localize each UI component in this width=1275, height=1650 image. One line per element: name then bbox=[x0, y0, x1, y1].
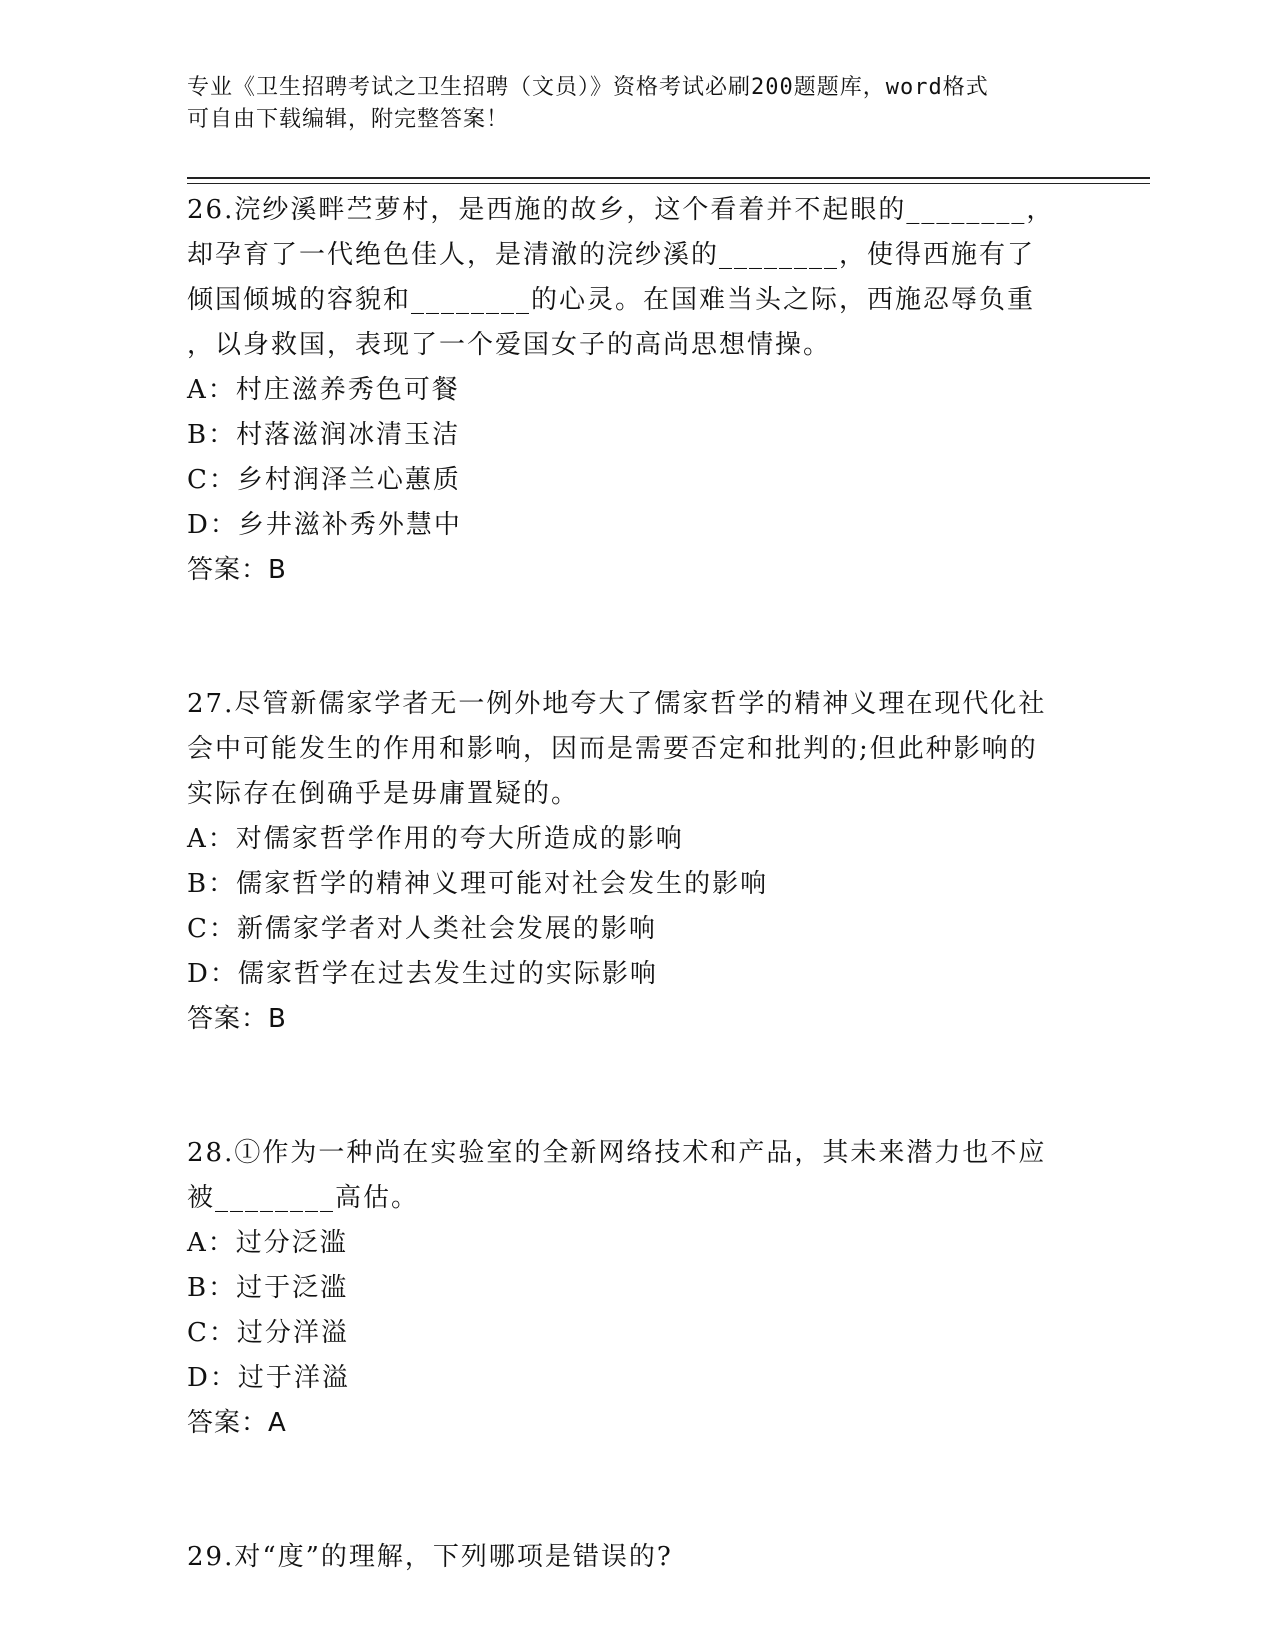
question-text-line: 却孕育了一代绝色佳人，是清澈的浣纱溪的________，使得西施有了 bbox=[187, 240, 1036, 270]
option-b: B：村落滋润冰清玉洁 bbox=[187, 420, 461, 450]
option-a: A：对儒家哲学作用的夸大所造成的影响 bbox=[187, 824, 684, 854]
question-text-line: 会中可能发生的作用和影响，因而是需要否定和批判的;但此种影响的 bbox=[187, 734, 1038, 764]
question-27 bbox=[187, 682, 1087, 1042]
option-d: D：乡井滋补秀外慧中 bbox=[187, 510, 462, 540]
option-c: C：新儒家学者对人类社会发展的影响 bbox=[187, 914, 657, 944]
answer-line: 答案：B bbox=[187, 555, 287, 585]
question-text-line: 27.尽管新儒家学者无一例外地夸大了儒家哲学的精神义理在现代化社 bbox=[187, 689, 1047, 719]
header-title-line-2: 可自由下载编辑，附完整答案！ bbox=[187, 107, 510, 132]
question-text-line: 被________高估。 bbox=[187, 1183, 420, 1213]
question-28 bbox=[187, 1131, 1087, 1446]
option-a: A：过分泛滥 bbox=[187, 1228, 348, 1258]
header-divider-thin bbox=[187, 183, 1150, 184]
option-b: B：过于泛滥 bbox=[187, 1273, 349, 1303]
option-c: C：乡村润泽兰心蕙质 bbox=[187, 465, 461, 495]
question-spacer bbox=[187, 593, 1087, 682]
question-text-line: 倾国倾城的容貌和________的心灵。在国难当头之际，西施忍辱负重 bbox=[187, 285, 1036, 315]
question-26 bbox=[187, 188, 1087, 593]
option-b: B：儒家哲学的精神义理可能对社会发生的影响 bbox=[187, 869, 769, 899]
option-d: D：儒家哲学在过去发生过的实际影响 bbox=[187, 959, 658, 989]
option-d: D：过于洋溢 bbox=[187, 1363, 350, 1393]
question-spacer bbox=[187, 1446, 1087, 1535]
question-text-line: 29.对“度”的理解，下列哪项是错误的? bbox=[187, 1542, 673, 1572]
question-29 bbox=[187, 1535, 1087, 1580]
document-header bbox=[187, 72, 1087, 136]
question-text-line: ，以身救国，表现了一个爱国女子的高尚思想情操。 bbox=[187, 330, 832, 360]
question-text-line: 实际存在倒确乎是毋庸置疑的。 bbox=[187, 779, 580, 809]
question-text-line: 28.①作为一种尚在实验室的全新网络技术和产品，其未来潜力也不应 bbox=[187, 1138, 1047, 1168]
question-spacer bbox=[187, 1042, 1087, 1131]
option-a: A：村庄滋养秀色可餐 bbox=[187, 375, 460, 405]
header-title-line-1: 专业《卫生招聘考试之卫生招聘（文员）》资格考试必刷200题题库，word格式 bbox=[187, 75, 989, 100]
option-c: C：过分洋溢 bbox=[187, 1318, 349, 1348]
header-divider-thick bbox=[187, 177, 1150, 179]
question-text-line: 26.浣纱溪畔苎萝村，是西施的故乡，这个看着并不起眼的________， bbox=[187, 195, 1055, 225]
answer-line: 答案：B bbox=[187, 1004, 287, 1034]
answer-line: 答案：A bbox=[187, 1408, 287, 1438]
question-list bbox=[187, 188, 1087, 1580]
